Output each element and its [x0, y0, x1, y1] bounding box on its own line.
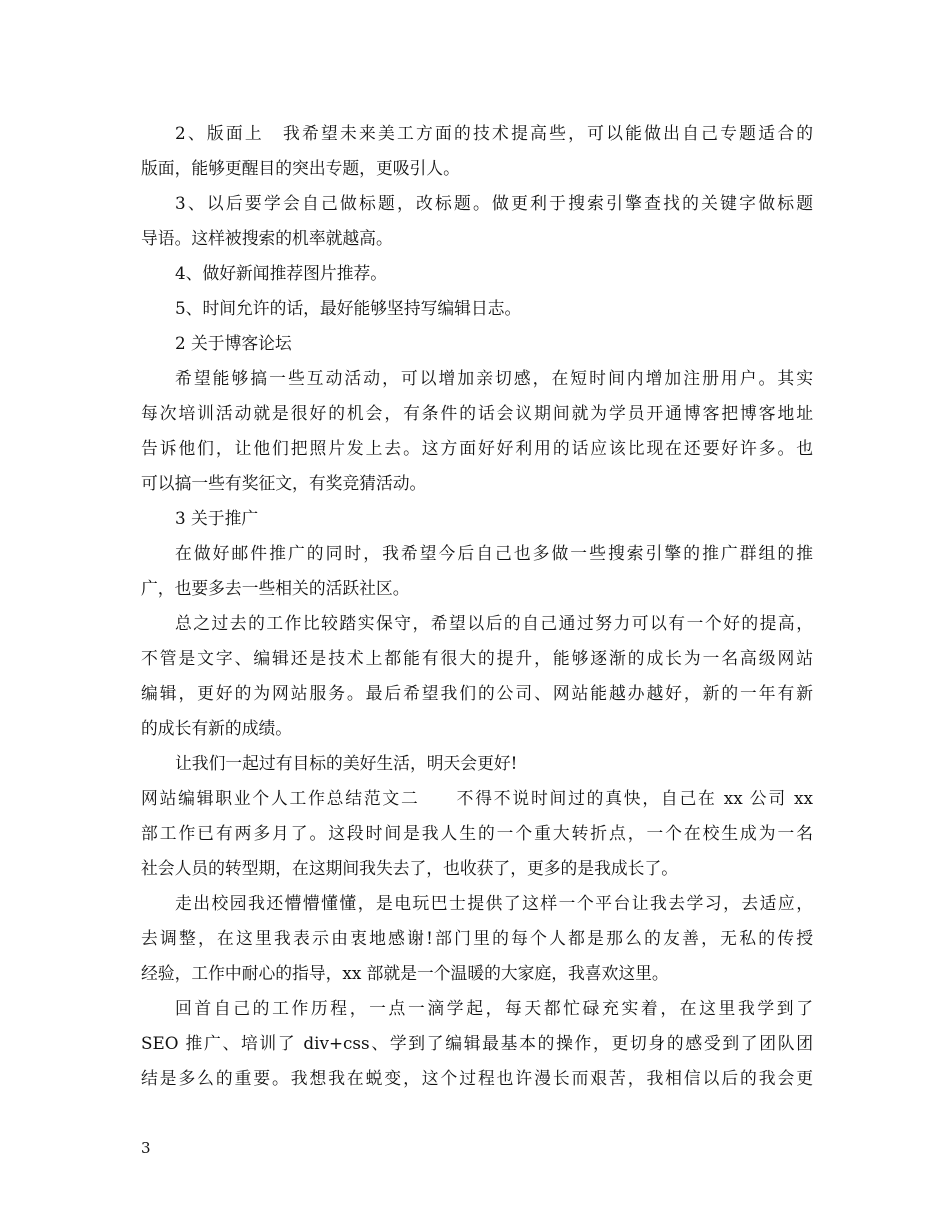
text-line: 去调整，在这里我表示由衷地感谢!部门里的每个人都是那么的友善，无私的传授	[141, 928, 813, 948]
text-line: SEO 推广、培训了 div+css、学到了编辑最基本的操作，更切身的感受到了团队团	[141, 1033, 813, 1053]
text-line: 4、做好新闻推荐图片推荐。	[175, 263, 388, 283]
document-body	[141, 116, 813, 1096]
text-line: 的成长有新的成绩。	[141, 718, 293, 738]
text-line: 网站编辑职业个人工作总结范文二 不得不说时间过的真快，自己在 xx 公司 xx	[141, 788, 813, 808]
text-line: 导语。这样被搜索的机率就越高。	[141, 228, 393, 248]
text-line: 可以搞一些有奖征文，有奖竞猜活动。	[141, 473, 427, 493]
text-line: 2 关于博客论坛	[175, 333, 292, 353]
text-line: 在做好邮件推广的同时，我希望今后自己也多做一些搜索引擎的推广群组的推	[175, 543, 813, 563]
text-line: 5、时间允许的话，最好能够坚持写编辑日志。	[175, 298, 522, 318]
text-line: 部工作已有两多月了。这段时间是我人生的一个重大转折点，一个在校生成为一名	[141, 823, 813, 843]
text-line: 结是多么的重要。我想我在蜕变，这个过程也许漫长而艰苦，我相信以后的我会更	[141, 1068, 813, 1088]
text-line: 社会人员的转型期，在这期间我失去了，也收获了，更多的是我成长了。	[141, 858, 679, 878]
text-line: 让我们一起过有目标的美好生活，明天会更好!	[175, 753, 518, 773]
page-number: 3	[141, 1139, 151, 1157]
text-line: 版面，能够更醒目的突出专题，更吸引人。	[141, 158, 460, 178]
text-line: 2、版面上 我希望未来美工方面的技术提高些，可以能做出自己专题适合的	[175, 123, 813, 143]
text-line: 经验，工作中耐心的指导，xx 部就是一个温暖的大家庭，我喜欢这里。	[141, 963, 669, 983]
text-line: 不管是文字、编辑还是技术上都能有很大的提升，能够逐渐的成长为一名高级网站	[141, 648, 813, 668]
text-line: 3、以后要学会自己做标题，改标题。做更利于搜索引擎查找的关键字做标题	[175, 193, 813, 213]
text-line: 希望能够搞一些互动活动，可以增加亲切感，在短时间内增加注册用户。其实	[175, 368, 813, 388]
text-line: 告诉他们，让他们把照片发上去。这方面好好利用的话应该比现在还要好许多。也	[141, 438, 813, 458]
text-line: 每次培训活动就是很好的机会，有条件的话会议期间就为学员开通博客把博客地址	[141, 403, 813, 423]
text-line: 编辑，更好的为网站服务。最后希望我们的公司、网站能越办越好，新的一年有新	[141, 683, 813, 703]
text-line: 广，也要多去一些相关的活跃社区。	[141, 578, 410, 598]
text-line: 3 关于推广	[175, 508, 259, 528]
text-line: 总之过去的工作比较踏实保守，希望以后的自己通过努力可以有一个好的提高，	[175, 613, 813, 633]
text-line: 回首自己的工作历程，一点一滴学起，每天都忙碌充实着，在这里我学到了	[175, 998, 813, 1018]
text-line: 走出校园我还懵懵懂懂，是电玩巴士提供了这样一个平台让我去学习，去适应，	[175, 893, 813, 913]
